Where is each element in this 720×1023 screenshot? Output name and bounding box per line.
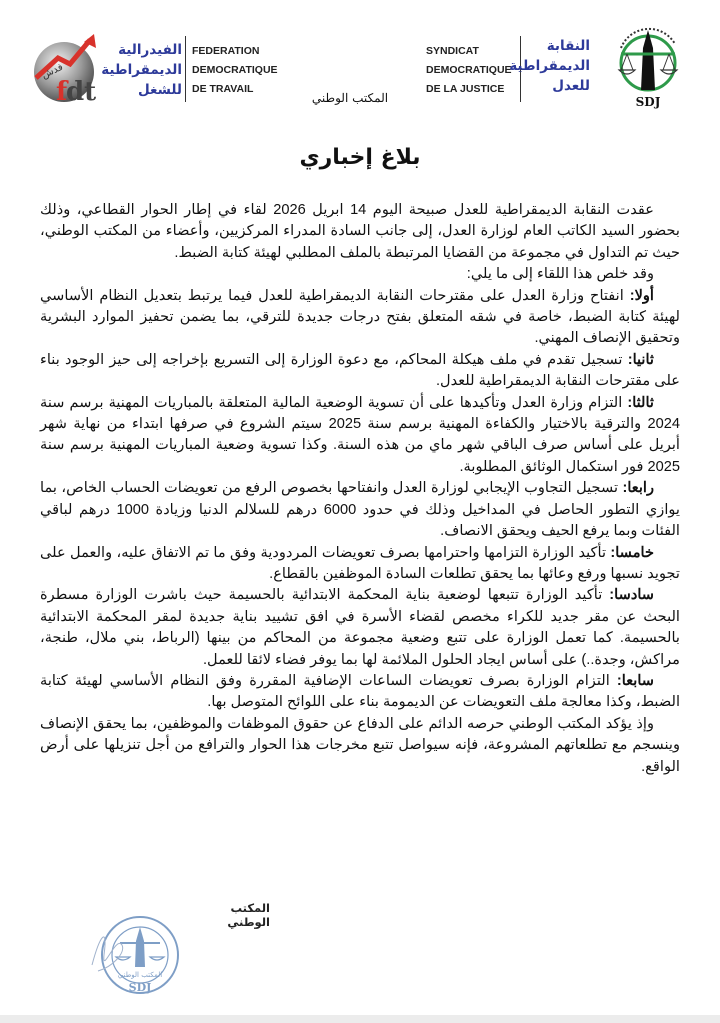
sdj-fr-line: DEMOCRATIQUE (426, 64, 512, 76)
point-lead: أولا: (629, 287, 654, 304)
point-text: التزام الوزارة بصرف تعويضات الساعات الإضافية المقررة وفق النظام الأساسي لهيئة كتابة الضبط، وكذا معالجة ملف التعويضات عن الديمومة بناء على اللوائح المتوصل بها. (40, 672, 680, 711)
fdt-fr-line: DE TRAVAIL (192, 83, 254, 95)
point-text: تسجيل التجاوب الإيجابي لوزارة العدل وانفتاحها بخصوص الرفع من تعويضات الحساب الخاص، بما يوازي التطور الحاصل في المداخيل وذلك في حدود 6000 درهم للسلالم الدنيا وزيادة 1000 درهم لباقي الفئات وبما يرفع الحيف ويحقق الانصاف. (40, 480, 680, 540)
sdj-name-french (426, 42, 512, 99)
stamp-text: SDJ (128, 981, 152, 994)
fdt-name-french (192, 42, 278, 99)
point-text: تسجيل تقدم في ملف هيكلة المحاكم، مع دعوة الوزارة إلى التسريع بإخراجه إلى حيز الوجود بناء على مقترحات النقابة الديمقراطية للعدل. (40, 351, 680, 390)
document-title: بلاغ إخباري (299, 145, 421, 170)
page-bottom-edge (0, 1015, 720, 1023)
sdj-ar-line: الديمقراطية (509, 58, 590, 74)
closing-paragraph: وإذ يؤكد المكتب الوطني حرصه الدائم على الدفاع عن حقوق الموظفات والموظفين، بما يحقق الإنصاف وينسجم مع تطلعاتهم المشروعة، فإنه سيواصل تتبع مخرجات هذا الحوار والترافع من أجل تنزيلها على أرض الواقع. (40, 715, 680, 775)
intro-paragraph: عقدت النقابة الديمقراطية للعدل صبيحة اليوم 14 ابريل 2026 لقاء في إطار الحوار القطاعي، وذلك بحضور السيد الكاتب العام لوزارة العدل، إلى جانب السادة المدراء المركزيين، وأعضاء من المكتب الوطني، حيث تم التداول في مجموعة من القضايا المرتبطة بالملف المطلبي لهيئة كتابة الضبط. (40, 202, 680, 261)
sdj-ar-line: النقابة (546, 38, 590, 54)
point-lead: رابعا: (622, 480, 654, 497)
point-lead: خامسا: (610, 544, 654, 561)
fdt-divider (185, 36, 186, 102)
sdj-fr-line: SYNDICAT (426, 45, 479, 57)
fdt-logo-letters-dt: dt (66, 77, 97, 106)
sdj-logo-text: SDJ (635, 95, 661, 109)
point-lead: ثالثا: (627, 394, 654, 411)
conclusion-intro: وقد خلص هذا اللقاء إلى ما يلي: (466, 266, 654, 283)
fdt-fr-line: FEDERATION (192, 45, 260, 57)
sdj-ar-line: للعدل (552, 78, 590, 94)
point-lead: سادسا: (609, 587, 654, 604)
fdt-logo-letter-f: f (56, 77, 68, 106)
point-paragraph (40, 671, 680, 714)
letterhead (0, 0, 720, 115)
sdj-name-arabic (509, 36, 590, 96)
handwritten-signature (92, 937, 123, 971)
point-text: انفتاح وزارة العدل على مقترحات النقابة الديمقراطية للعدل فيما يرتبط بتعديل النظام الأساسي لهيئة كتابة الضبط، خاصة في شقه المتعلق بفتح درجات جديدة للترقي، بما يضمن تحفيز الموارد البشرية وتحقيق الإنصاف المهني. (40, 287, 680, 347)
point-paragraph (40, 286, 680, 350)
point-lead: سابعا: (616, 672, 654, 689)
point-paragraph (40, 350, 680, 393)
fdt-ar-line: الفيدرالية (118, 42, 182, 58)
point-text: تأكيد الوزارة تتبعها لوضعية بناية المحكمة الابتدائية بالحسيمة حيث باشرت الوزارة مسطرة البحث عن مقر جديد للكراء مخصص لقضاء الأسرة في افق تشييد بناية جديدة لمقر المحكمة الابتدائية بالحسيمة. كما تعمل الوزارة على تتبع وضعية مجموعة من المحاكم من بينها (الرباط، بني ملال، طنجة، مراكش، وجدة..) على أساس ايجاد الحلول الملائمة لها بما يوفر فضاء لائقا للعمل. (40, 587, 680, 668)
fdt-logo-arabic: فدش (40, 61, 65, 82)
fdt-ar-line: للشغل (138, 82, 182, 98)
sdj-fr-line: DE LA JUSTICE (426, 83, 505, 95)
point-paragraph (40, 393, 680, 479)
signature-label: المكتب الوطني (227, 901, 270, 929)
point-lead: ثانيا: (627, 351, 654, 368)
national-bureau-label: المكتب الوطني (311, 91, 389, 105)
stamp-inner-text: المكتب الوطني (117, 971, 163, 979)
document-body (40, 200, 680, 778)
point-text: التزام وزارة العدل وتأكيدها على أن تسوية الوضعية المالية المتعلقة بالمباريات المهنية برسم سنة 2024 والترقية بالاختيار والكفاءة المهنية برسم سنة 2025 سيتم الشروع في صرفها ابتداء من نهاية شهر أبريل على أساس صرف الباقي شهر ماي من هذه السنة. وكذا تسوية وضعية المباريات المهنية برسم سنة 2025 فور استكمال الوثائق المطلوبة. (40, 394, 680, 475)
fdt-fr-line: DEMOCRATIQUE (192, 64, 278, 76)
point-paragraph (40, 478, 680, 542)
point-paragraph (40, 543, 680, 586)
point-paragraph (40, 585, 680, 671)
point-text: تأكيد الوزارة التزامها واحترامها بصرف تعويضات المردودية وفق ما تم الاتفاق عليه، والعمل على تجويد نسبها ورفع وعائها بما يحقق تطلعات السادة الموظفين بالقطاع. (40, 544, 680, 582)
fdt-ar-line: الديمقراطية (101, 62, 182, 78)
official-stamp-icon (82, 905, 182, 1005)
fdt-logo-icon (28, 30, 104, 106)
fdt-name-arabic (101, 40, 182, 100)
